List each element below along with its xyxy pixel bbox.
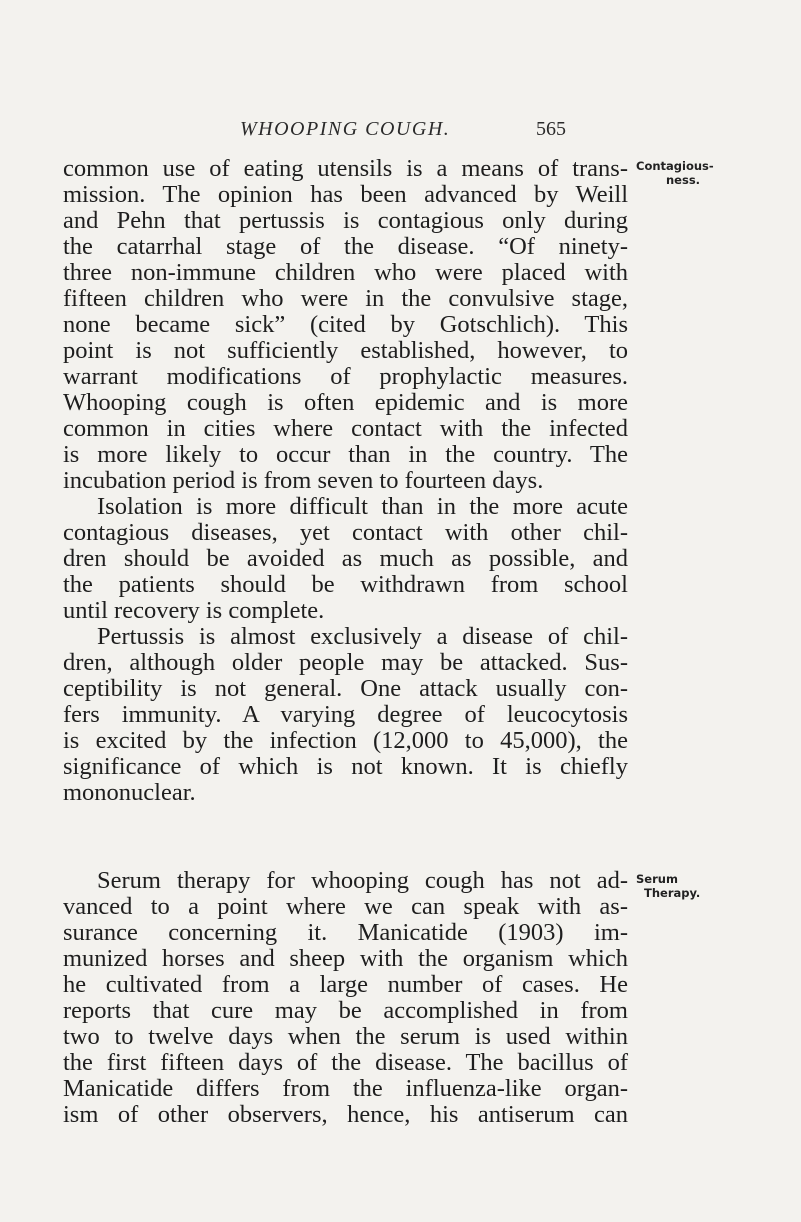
text-line: incubation period is from seven to fourteen days. [63,467,544,494]
text-line: common use of eating utensils is a means of trans- [63,155,628,182]
running-header [0,118,801,144]
text-line: dren, although older people may be attacked. Sus- [63,649,628,676]
text-line: vanced to a point where we can speak with as- [63,893,628,920]
text-line: he cultivated from a large number of cases. He [63,971,628,998]
margin-note-line: Contagious- [636,159,714,173]
text-line: mononuclear. [63,779,196,806]
margin-note-line: Serum [636,872,678,886]
text-line: two to twelve days when the serum is used within [63,1023,628,1050]
text-line: common in cities where contact with the infected [63,415,628,442]
text-line: fifteen children who were in the convulsive stage, [63,285,628,312]
text-line: mission. The opinion has been advanced by Weill [63,181,628,208]
margin-note-line: ness. [666,173,701,187]
text-line: until recovery is complete. [63,597,325,624]
text-line: the catarrhal stage of the disease. “Of ninety- [63,233,628,260]
text-line: Serum therapy for whooping cough has not ad- [97,867,628,894]
text-line: point is not sufficiently established, however, to [63,337,628,364]
text-line: is excited by the infection (12,000 to 45,000), the [63,727,628,754]
text-line: none became sick” (cited by Gotschlich). This [63,311,628,338]
text-line: ceptibility is not general. One attack usually con- [63,675,628,702]
text-line: contagious diseases, yet contact with other chil- [63,519,628,546]
text-line: is more likely to occur than in the country. The [63,441,628,468]
text-line: reports that cure may be accomplished in from [63,997,628,1024]
text-line: Manicatide differs from the influenza-like organ- [63,1075,628,1102]
text-line: the first fifteen days of the disease. The bacillus of [63,1049,628,1076]
text-line: dren should be avoided as much as possible, and [63,545,628,572]
margin-note-serum-therapy [636,872,796,900]
text-line: fers immunity. A varying degree of leucocytosis [63,701,628,728]
text-line: Pertussis is almost exclusively a disease of chil- [97,623,628,650]
margin-note-line: Therapy. [644,886,701,900]
text-line: three non-immune children who were placed with [63,259,628,286]
text-line: the patients should be withdrawn from school [63,571,628,598]
text-line: significance of which is not known. It is chiefly [63,753,628,780]
text-line: and Pehn that pertussis is contagious only during [63,207,628,234]
text-line: Whooping cough is often epidemic and is more [63,389,628,416]
running-title: WHOOPING COUGH. [240,118,451,140]
text-line: surance concerning it. Manicatide (1903) im- [63,919,628,946]
page-number: 565 [536,118,566,140]
text-line: munized horses and sheep with the organism which [63,945,628,972]
margin-note-contagiousness [636,159,796,187]
text-line: warrant modifications of prophylactic measures. [63,363,628,390]
text-line: Isolation is more difficult than in the more acute [97,493,628,520]
text-line: ism of other observers, hence, his antiserum can [63,1101,628,1128]
